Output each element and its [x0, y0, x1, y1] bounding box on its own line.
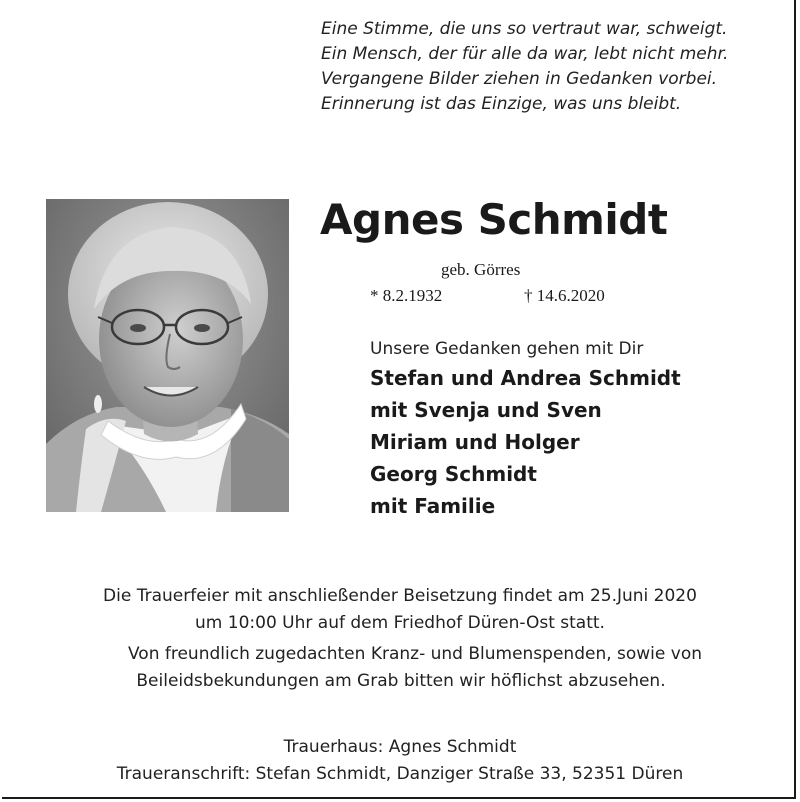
mourner-line: Georg Schmidt — [370, 462, 537, 486]
mourner-line: mit Svenja und Sven — [370, 398, 602, 422]
deceased-name: Agnes Schmidt — [320, 195, 668, 244]
poem-line: Eine Stimme, die uns so vertraut war, schweigt. — [321, 19, 728, 39]
portrait-photo — [46, 199, 289, 512]
poem-line: Erinnerung ist das Einzige, was uns bleibt. — [321, 94, 682, 114]
death-date: † 14.6.2020 — [524, 286, 605, 305]
mourners-list — [370, 362, 681, 522]
donation-note — [0, 641, 800, 695]
mourning-house: Trauerhaus: Agnes Schmidt — [283, 737, 517, 757]
memorial-poem — [321, 17, 728, 117]
funeral-line: Die Trauerfeier mit anschließender Beisetzung findet am 25.Juni 2020 — [103, 586, 697, 606]
note-line: Von freundlich zugedachten Kranz- und Blumenspenden, sowie von — [127, 644, 703, 664]
mourner-line: Miriam und Holger — [370, 430, 580, 454]
funeral-info — [0, 583, 800, 637]
birth-date: * 8.2.1932 — [370, 286, 443, 305]
mourner-line: Stefan und Andrea Schmidt — [370, 366, 681, 390]
mourner-line: mit Familie — [370, 494, 496, 518]
funeral-line: um 10:00 Uhr auf dem Friedhof Düren-Ost statt. — [195, 613, 605, 633]
mourners-intro: Unsere Gedanken gehen mit Dir — [370, 339, 644, 359]
mourning-address — [0, 734, 800, 788]
birth-name: geb. Görres — [441, 260, 521, 279]
poem-line: Vergangene Bilder ziehen in Gedanken vorbei. — [321, 69, 718, 89]
note-line: Beileidsbekundungen am Grab bitten wir höflichst abzusehen. — [136, 671, 666, 691]
mourning-address-line: Traueranschrift: Stefan Schmidt, Danziger Straße 33, 52351 Düren — [116, 764, 684, 784]
poem-line: Ein Mensch, der für alle da war, lebt nicht mehr. — [321, 44, 729, 64]
